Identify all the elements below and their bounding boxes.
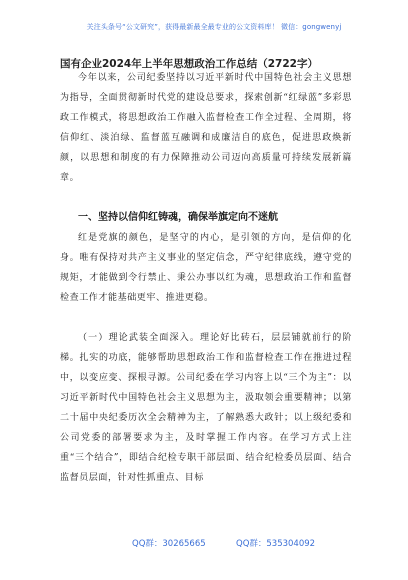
- subsection-1-paragraph: （一）理论武装全面深入。理论好比砖石，层层铺就前行的阶梯。扎实的功底，能够帮助思想政治工作和监督检查工作在推进过程中，以变应变、探根寻源。公司纪委在学习内容上以“三个为主”：以习近平新时代中国特色社会主义思想为主，汲取领会重要精神；以第二十届中央纪委历次全会精神为主，了解熟悉大政针；以上级纪委和公司党委的部署要求为主，及时掌握工作内容。在学习方式上注重“三个结合”，即结合纪检专职干部层面、结合纪检委员层面、结合监督员层面，针对性抓重点、目标: [60, 333, 352, 483]
- qq-group-2: QQ群：535304092: [236, 539, 316, 549]
- watermark-banner: 关注头条号“公文研究”，获得最新最全最专业的公文资料库！ 微信：gongwenyj: [86, 23, 342, 31]
- section-1-paragraph: 红是党旗的颜色，是坚守的内心，是引领的方向，是信仰的化身。唯有保持对共产主义事业的坚定信念，严守纪律底线，遵守党的规矩，才能做到令行禁止、秉公办事以红为魂，思想政治工作和监督检查工作才能基础更牢、推进更稳。: [60, 233, 352, 303]
- section-heading-1: 一、坚持以信仰红铸魂，确保举旗定向不迷航: [78, 212, 278, 223]
- document-title: 国有企业2024年上半年思想政治工作总结（2722字）: [60, 58, 318, 70]
- qq-group-1: QQ群：30265665: [132, 539, 206, 549]
- intro-paragraph: 今年以来，公司纪委坚持以习近平新时代中国特色社会主义思想为指导，全面贯彻新时代党的建设总要求，探索创新“红绿蓝”多彩思政工作模式，将思想政治工作融入监督检查工作全过程、全周期，将信仰红、淡泊绿、监督蓝互融调和成廉洁自的底色，促进思政焕新颜，以思想和制度的有力保障推动公司迈向高质量可持续发展新篇章。: [60, 73, 352, 183]
